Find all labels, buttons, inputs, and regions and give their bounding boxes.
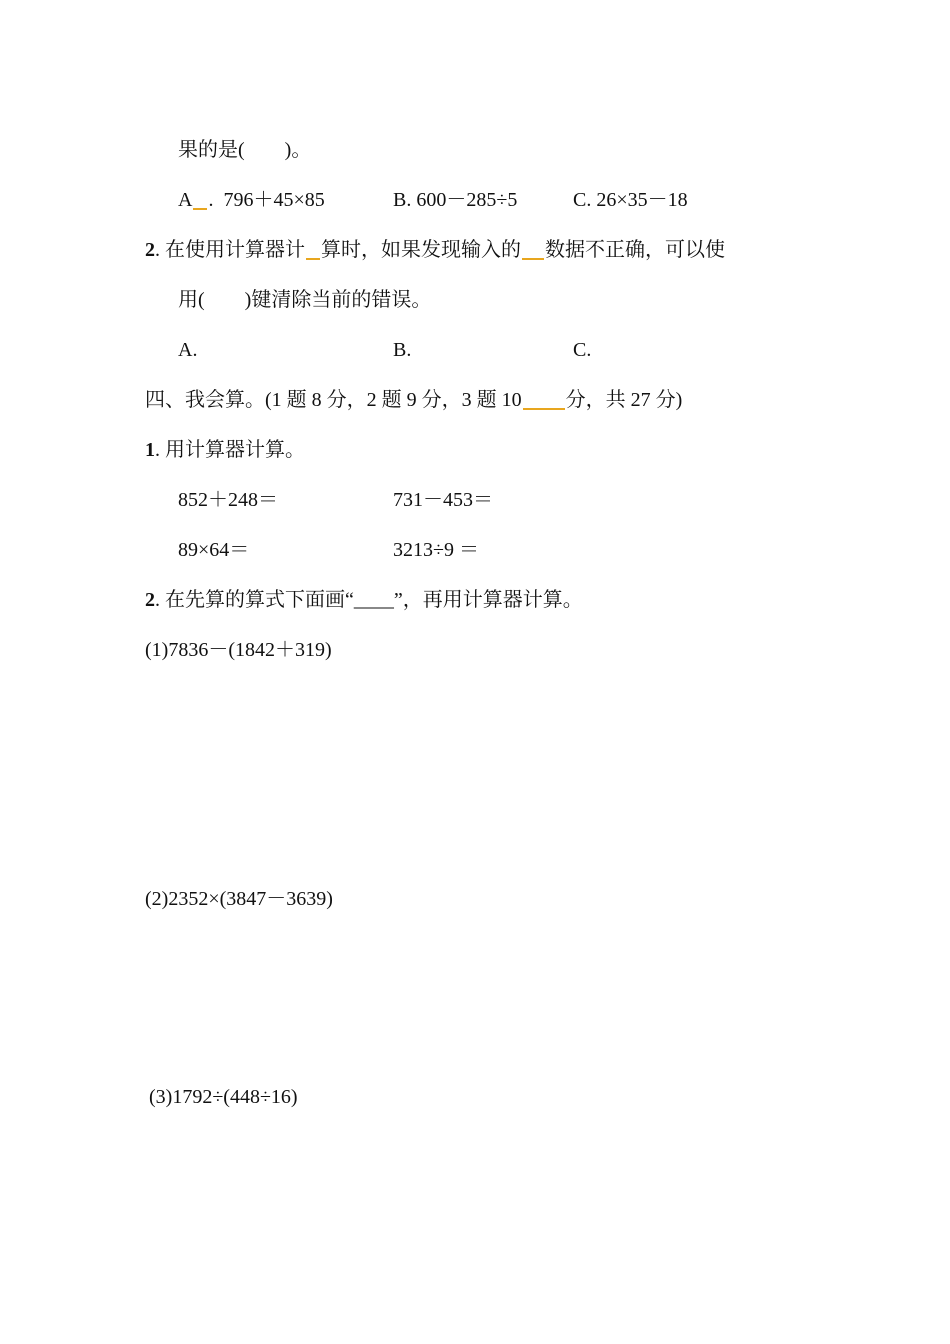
question-continuation: 果的是( )。 [178, 139, 312, 161]
expression-2: 731－453＝ [393, 489, 493, 511]
question-number: 2 [145, 239, 155, 261]
section-heading-part-1: 四、我会算。(1 题 8 分，2 题 9 分，3 题 10 [145, 389, 522, 411]
option-b: B. [393, 339, 412, 361]
highlight-mark [522, 258, 544, 260]
option-a: A. [178, 339, 198, 361]
option-b: B. 600－285÷5 [393, 189, 518, 211]
question-text: 在先算的算式下面画“____”，再用计算器计算。 [165, 589, 583, 611]
question-number-dot: . [155, 439, 160, 461]
section-heading [145, 387, 682, 413]
option-c: C. [573, 339, 592, 361]
question-2 [145, 237, 725, 263]
question-number-dot: . [155, 239, 160, 261]
option-a-letter: A [178, 189, 193, 211]
problem-3: (3)1792÷(448÷16) [149, 1086, 298, 1108]
question-text: 用计算器计算。 [165, 439, 305, 461]
expression-4: 3213÷9 ＝ [393, 539, 479, 561]
expression-3: 89×64＝ [178, 539, 250, 561]
question-1 [145, 437, 305, 463]
question-number: 1 [145, 439, 155, 461]
question-text-part-2: 算时，如果发现输入的 [321, 239, 521, 261]
question-number: 2 [145, 589, 155, 611]
option-a [178, 187, 325, 213]
highlight-mark [193, 208, 207, 210]
question-text-part-1: 在使用计算器计 [165, 239, 305, 261]
problem-2: (2)2352×(3847－3639) [145, 888, 333, 910]
highlight-mark [523, 408, 565, 410]
question-2 [145, 587, 583, 613]
question-number-dot: . [155, 589, 160, 611]
option-a-expression: . 796＋45×85 [208, 189, 325, 211]
question-text-part-3: 数据不正确，可以使 [545, 239, 725, 261]
question-2-line-2: 用( )键清除当前的错误。 [178, 289, 432, 311]
expression-1: 852＋248＝ [178, 489, 278, 511]
option-c: C. 26×35－18 [573, 189, 688, 211]
section-heading-part-2: 分，共 27 分) [565, 389, 683, 411]
problem-1: (1)7836－(1842＋319) [145, 639, 332, 661]
highlight-mark [306, 258, 320, 260]
